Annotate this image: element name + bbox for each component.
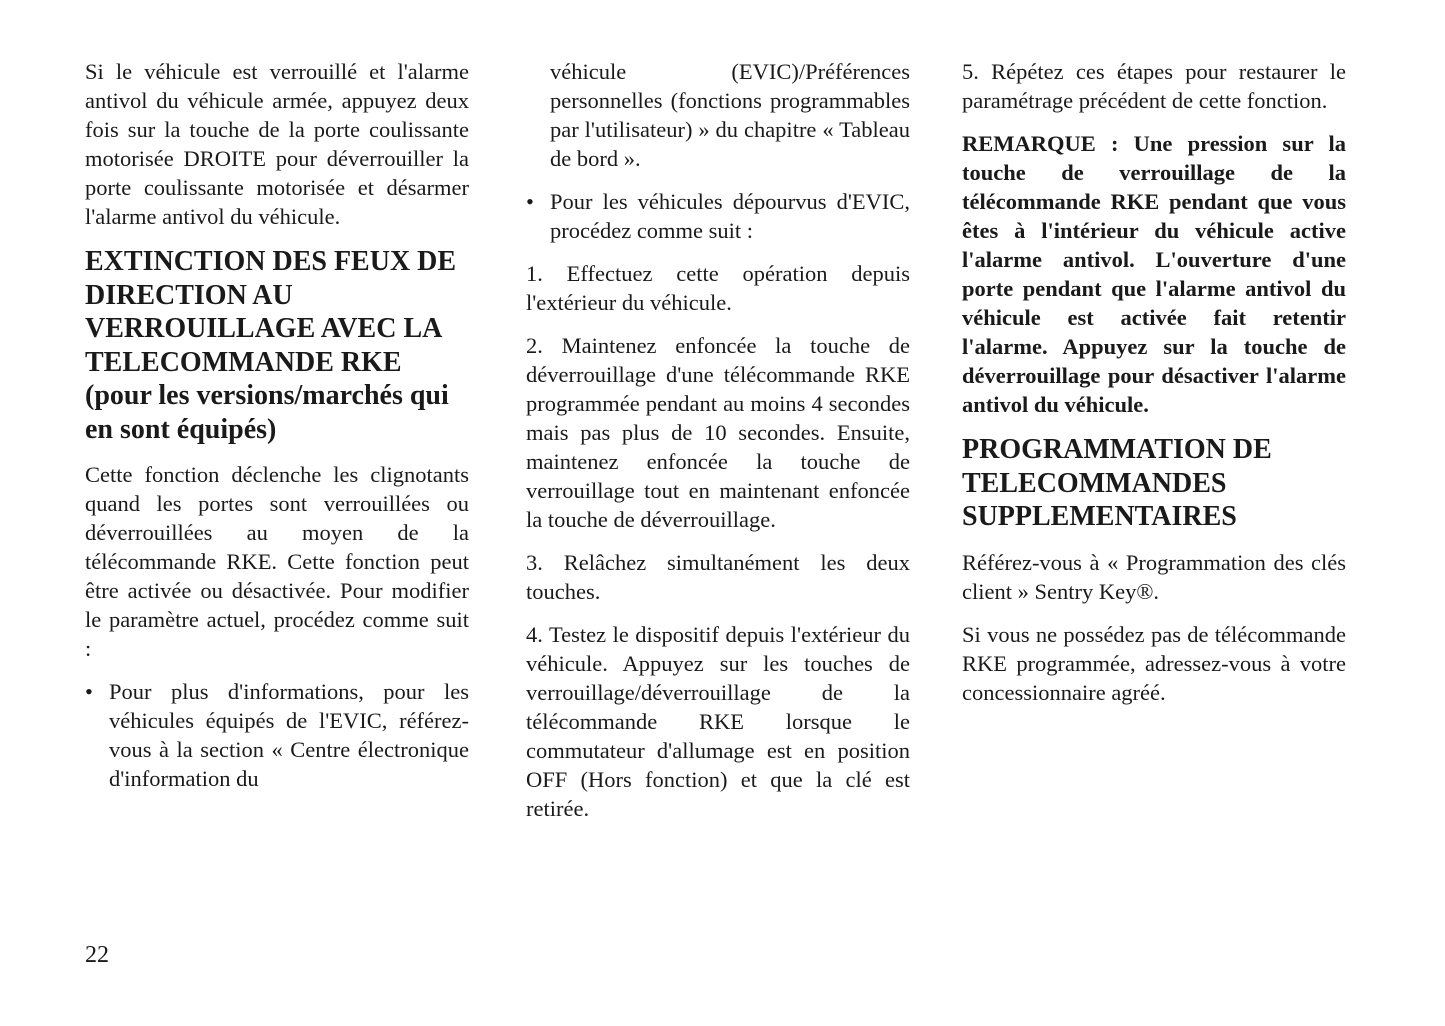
heading-subtitle: (pour les versions/marchés qui en sont équipés) xyxy=(85,380,449,445)
bullet-continuation: véhicule (EVIC)/Préférences personnelles (fonctions programmables par l'utilisateur) » du chapitre « Tableau de bord ». xyxy=(550,59,910,171)
section-heading-programming: PROGRAMMATION DE TELECOMMANDES SUPPLEMENTAIRES xyxy=(962,434,1272,532)
bullet-symbol: • xyxy=(85,679,93,704)
step-2: 2. Maintenez enfoncée la touche de déverrouillage d'une télécommande RKE programmée pendant au moins 4 secondes mais pas plus de 10 secondes. Ensuite, maintenez enfoncée la touche de verrouillage tout en maintenant enfoncée la touche de déverrouillage. xyxy=(526,333,910,532)
section-heading-turn-signals xyxy=(85,245,469,446)
reference-paragraph: Référez-vous à « Programmation des clés client » Sentry Key®. xyxy=(962,549,1346,604)
feature-description: Cette fonction déclenche les clignotants quand les portes sont verrouillées ou déverrouillées au moyen de la télécommande RKE. Cette fonction peut être activée ou désactivée. Pour modifier le paramètre actuel, procédez comme suit : xyxy=(85,462,469,661)
heading-main: EXTINCTION DES FEUX DE DIRECTION AU VERROUILLAGE AVEC LA TELECOMMANDE RKE xyxy=(85,246,457,378)
note-paragraph: REMARQUE : Une pression sur la touche de verrouillage de la télécommande RKE pendant que vous êtes à l'intérieur du véhicule active l'alarme antivol. L'ouverture d'une porte pendant que l'alarme antivol du véhicule est activée fait retentir l'alarme. Appuyez sur la touche de déverrouillage pour désactiver l'alarme antivol du véhicule. xyxy=(962,131,1346,417)
step-5: 5. Répétez ces étapes pour restaurer le paramétrage précédent de cette fonction. xyxy=(962,59,1346,113)
bullet-item-evic xyxy=(85,677,469,793)
intro-paragraph: Si le véhicule est verrouillé et l'alarme antivol du véhicule armée, appuyez deux fois sur la touche de la porte coulissante motorisée DROITE pour déverrouiller la porte coulissante motorisée et désarmer l'alarme antivol du véhicule. xyxy=(85,59,469,229)
column-right xyxy=(962,57,1346,721)
bullet-text: Pour plus d'informations, pour les véhicules équipés de l'EVIC, référez-vous à la section « Centre électronique d'information du xyxy=(109,679,469,791)
column-middle xyxy=(526,57,910,837)
column-left xyxy=(85,57,469,807)
step-1: 1. Effectuez cette opération depuis l'extérieur du véhicule. xyxy=(526,261,910,315)
dealer-paragraph: Si vous ne possédez pas de télécommande RKE programmée, adressez-vous à votre concessionnaire agréé. xyxy=(962,621,1346,705)
page-number: 22 xyxy=(85,942,109,968)
step-3: 3. Relâchez simultanément les deux touches. xyxy=(526,550,910,604)
bullet-item-no-evic xyxy=(526,187,910,245)
bullet-text: Pour les véhicules dépourvus d'EVIC, procédez comme suit : xyxy=(550,189,910,243)
bullet-symbol: • xyxy=(526,189,534,214)
step-4: 4. Testez le dispositif depuis l'extérieur du véhicule. Appuyez sur les touches de verrouillage/déverrouillage de la télécommande RKE lorsque le commutateur d'allumage est en position OFF (Hors fonction) et que la clé est retirée. xyxy=(526,622,910,821)
